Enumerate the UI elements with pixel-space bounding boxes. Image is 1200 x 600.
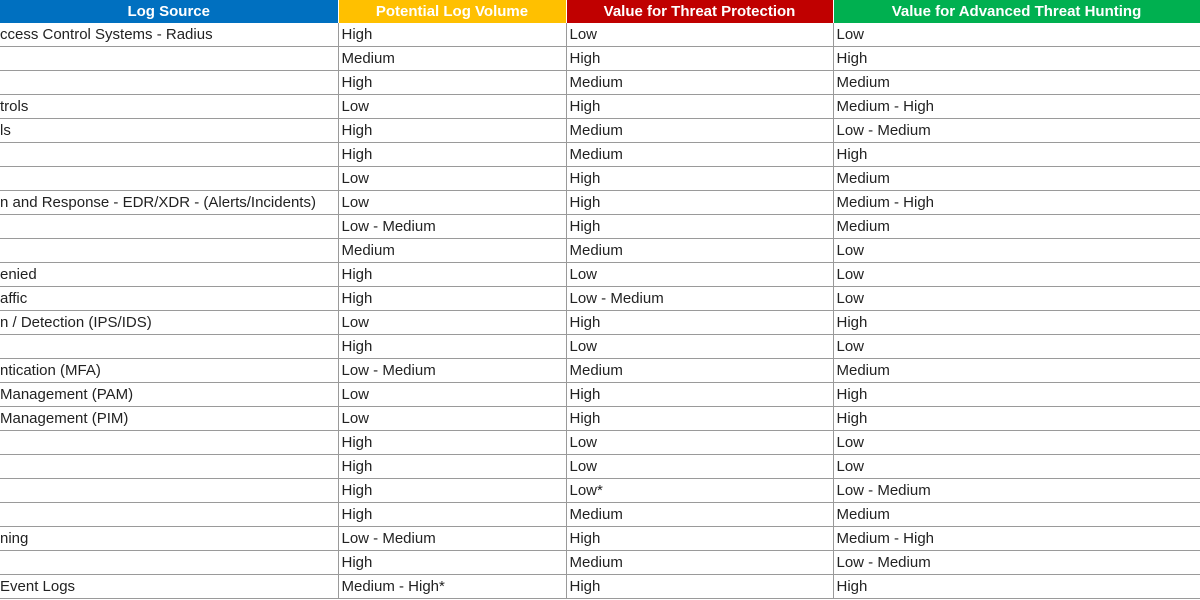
log-volume-cell[interactable]: High xyxy=(338,431,566,455)
table-row xyxy=(0,359,1200,383)
log-source-cell[interactable] xyxy=(0,311,338,335)
threat-hunting-cell[interactable]: High xyxy=(833,143,1200,167)
log-source-text: Management (PAM) xyxy=(0,386,134,403)
threat-protection-cell[interactable]: High xyxy=(566,167,833,191)
table-row xyxy=(0,311,1200,335)
threat-protection-cell[interactable]: Low xyxy=(566,23,833,47)
table-body xyxy=(0,23,1200,599)
threat-protection-cell[interactable]: Low xyxy=(566,263,833,287)
threat-hunting-cell[interactable]: Medium xyxy=(833,215,1200,239)
log-volume-cell[interactable]: Medium xyxy=(338,47,566,71)
log-source-cell[interactable] xyxy=(0,47,338,71)
log-volume-cell[interactable]: Low - Medium xyxy=(338,215,566,239)
threat-protection-cell[interactable]: High xyxy=(566,47,833,71)
threat-protection-cell[interactable]: Low* xyxy=(566,479,833,503)
log-source-cell[interactable] xyxy=(0,191,338,215)
log-volume-cell[interactable]: High xyxy=(338,119,566,143)
threat-hunting-cell[interactable]: Low xyxy=(833,455,1200,479)
log-source-cell[interactable] xyxy=(0,167,338,191)
log-source-text: ning xyxy=(0,530,29,547)
threat-protection-cell[interactable]: Low xyxy=(566,431,833,455)
table-row xyxy=(0,95,1200,119)
threat-protection-cell[interactable]: Low xyxy=(566,335,833,359)
table-row xyxy=(0,47,1200,71)
threat-hunting-cell[interactable]: Low xyxy=(833,335,1200,359)
threat-hunting-cell[interactable]: Low xyxy=(833,287,1200,311)
log-source-cell[interactable] xyxy=(0,335,338,359)
log-source-text: trols xyxy=(0,98,29,115)
log-source-text: ntication (MFA) xyxy=(0,362,101,379)
threat-protection-cell[interactable]: High xyxy=(566,191,833,215)
threat-protection-cell[interactable]: Medium xyxy=(566,119,833,143)
threat-hunting-cell[interactable]: Medium - High xyxy=(833,95,1200,119)
threat-hunting-cell[interactable]: Low xyxy=(833,263,1200,287)
threat-protection-cell[interactable]: Medium xyxy=(566,551,833,575)
table-row xyxy=(0,167,1200,191)
table-row xyxy=(0,287,1200,311)
table-row xyxy=(0,431,1200,455)
threat-hunting-cell[interactable]: Low xyxy=(833,23,1200,47)
table-row xyxy=(0,383,1200,407)
header-row xyxy=(0,0,1200,23)
threat-protection-cell[interactable]: High xyxy=(566,527,833,551)
threat-hunting-cell[interactable]: Medium xyxy=(833,167,1200,191)
log-volume-cell[interactable]: Low xyxy=(338,167,566,191)
table-row xyxy=(0,407,1200,431)
threat-protection-cell[interactable]: Medium xyxy=(566,359,833,383)
threat-hunting-cell[interactable]: High xyxy=(833,47,1200,71)
log-source-text: ls xyxy=(0,122,11,139)
log-volume-cell[interactable]: Medium - High* xyxy=(338,575,566,599)
log-source-cell[interactable] xyxy=(0,119,338,143)
table-row xyxy=(0,263,1200,287)
log-source-cell[interactable] xyxy=(0,431,338,455)
threat-protection-cell[interactable]: High xyxy=(566,311,833,335)
threat-protection-cell[interactable]: Medium xyxy=(566,71,833,95)
log-source-cell[interactable] xyxy=(0,551,338,575)
log-source-cell[interactable] xyxy=(0,407,338,431)
log-source-cell[interactable] xyxy=(0,383,338,407)
log-source-cell[interactable] xyxy=(0,503,338,527)
threat-protection-cell[interactable]: High xyxy=(566,575,833,599)
table-row xyxy=(0,71,1200,95)
threat-protection-cell[interactable]: Medium xyxy=(566,503,833,527)
threat-hunting-cell[interactable]: Low xyxy=(833,431,1200,455)
log-volume-cell[interactable]: High xyxy=(338,263,566,287)
table-row xyxy=(0,551,1200,575)
header-value-threat-hunting[interactable]: Value for Advanced Threat Hunting xyxy=(833,0,1200,23)
threat-hunting-cell[interactable]: High xyxy=(833,383,1200,407)
threat-protection-cell[interactable]: High xyxy=(566,215,833,239)
log-source-cell[interactable] xyxy=(0,239,338,263)
log-volume-cell[interactable]: High xyxy=(338,287,566,311)
log-source-cell[interactable] xyxy=(0,95,338,119)
table-row xyxy=(0,503,1200,527)
table-row xyxy=(0,215,1200,239)
log-volume-cell[interactable]: Low xyxy=(338,407,566,431)
log-volume-cell[interactable]: Medium xyxy=(338,239,566,263)
threat-hunting-cell[interactable]: Low - Medium xyxy=(833,479,1200,503)
threat-protection-cell[interactable]: High xyxy=(566,383,833,407)
header-log-source[interactable]: Log Source xyxy=(0,0,338,23)
header-potential-log-volume[interactable]: Potential Log Volume xyxy=(338,0,566,23)
log-source-cell[interactable] xyxy=(0,575,338,599)
log-source-cell[interactable] xyxy=(0,287,338,311)
threat-protection-cell[interactable]: Low xyxy=(566,455,833,479)
log-volume-cell[interactable]: Low xyxy=(338,311,566,335)
log-volume-cell[interactable]: High xyxy=(338,455,566,479)
log-volume-cell[interactable]: High xyxy=(338,71,566,95)
table-row xyxy=(0,23,1200,47)
log-source-cell[interactable] xyxy=(0,479,338,503)
threat-protection-cell[interactable]: Medium xyxy=(566,239,833,263)
log-source-cell[interactable] xyxy=(0,71,338,95)
table-row xyxy=(0,239,1200,263)
log-volume-cell[interactable]: High xyxy=(338,551,566,575)
threat-hunting-cell[interactable]: Medium - High xyxy=(833,191,1200,215)
log-source-text: affic xyxy=(0,290,28,307)
log-volume-cell[interactable]: Low xyxy=(338,383,566,407)
header-value-threat-protection[interactable]: Value for Threat Protection xyxy=(566,0,833,23)
log-volume-cell[interactable]: High xyxy=(338,479,566,503)
threat-hunting-cell[interactable]: High xyxy=(833,311,1200,335)
threat-hunting-cell[interactable]: Medium xyxy=(833,359,1200,383)
table-row xyxy=(0,527,1200,551)
table-row xyxy=(0,335,1200,359)
log-volume-cell[interactable]: High xyxy=(338,23,566,47)
table-row xyxy=(0,479,1200,503)
table-row xyxy=(0,191,1200,215)
threat-protection-cell[interactable]: Medium xyxy=(566,143,833,167)
log-source-cell[interactable] xyxy=(0,527,338,551)
table-row xyxy=(0,575,1200,599)
log-volume-cell[interactable]: High xyxy=(338,503,566,527)
log-source-text: n / Detection (IPS/IDS) xyxy=(0,314,152,331)
log-source-cell[interactable] xyxy=(0,455,338,479)
log-source-text: n and Response - EDR/XDR - (Alerts/Incidents) xyxy=(0,194,316,211)
threat-hunting-cell[interactable]: Low - Medium xyxy=(833,551,1200,575)
log-source-text: enied xyxy=(0,266,37,283)
table-row xyxy=(0,455,1200,479)
log-source-text: Management (PIM) xyxy=(0,410,129,427)
threat-hunting-cell[interactable]: High xyxy=(833,575,1200,599)
log-source-cell[interactable] xyxy=(0,23,338,47)
threat-hunting-cell[interactable]: Low xyxy=(833,239,1200,263)
threat-hunting-cell[interactable]: Medium xyxy=(833,503,1200,527)
threat-hunting-cell[interactable]: Medium - High xyxy=(833,527,1200,551)
log-source-cell[interactable] xyxy=(0,215,338,239)
log-source-cell[interactable] xyxy=(0,143,338,167)
threat-protection-cell[interactable]: High xyxy=(566,95,833,119)
log-volume-cell[interactable]: High xyxy=(338,143,566,167)
log-source-text: ccess Control Systems - Radius xyxy=(0,26,213,43)
log-volume-cell[interactable]: Low xyxy=(338,95,566,119)
log-source-text: Event Logs xyxy=(0,578,76,595)
threat-hunting-cell[interactable]: High xyxy=(833,407,1200,431)
threat-protection-cell[interactable]: High xyxy=(566,407,833,431)
log-source-cell[interactable] xyxy=(0,263,338,287)
log-volume-cell[interactable]: Low - Medium xyxy=(338,527,566,551)
table-row xyxy=(0,119,1200,143)
log-volume-cell[interactable]: Low xyxy=(338,191,566,215)
table-row xyxy=(0,143,1200,167)
log-volume-cell[interactable]: Low - Medium xyxy=(338,359,566,383)
threat-hunting-cell[interactable]: Low - Medium xyxy=(833,119,1200,143)
log-source-cell[interactable] xyxy=(0,359,338,383)
threat-hunting-cell[interactable]: Medium xyxy=(833,71,1200,95)
log-volume-cell[interactable]: High xyxy=(338,335,566,359)
threat-protection-cell[interactable]: Low - Medium xyxy=(566,287,833,311)
